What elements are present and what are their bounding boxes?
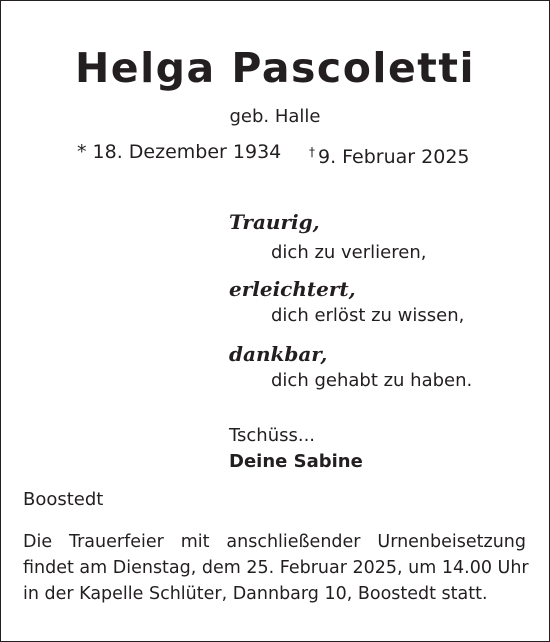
verse-line: dich gehabt zu haben.	[271, 370, 473, 391]
verse-keyword: dankbar,	[229, 342, 328, 366]
place-name: Boostedt	[23, 489, 104, 510]
death-date: 9. Februar 2025	[318, 146, 470, 168]
verse-line: dich erlöst zu wissen,	[271, 305, 465, 326]
funeral-line: findet am Dienstag, dem 25. Februar 2025, um 14.00 Uhr	[23, 558, 529, 578]
funeral-line: in der Kapelle Schlüter, Dannbarg 10, Boostedt statt.	[23, 584, 488, 604]
verse-line: dich zu verlieren,	[271, 242, 427, 263]
signature: Deine Sabine	[229, 451, 363, 472]
funeral-line: Die Trauerfeier mit anschließender Urnenbeisetzung	[23, 532, 526, 552]
birth-date: * 18. Dezember 1934	[77, 141, 282, 163]
farewell-greeting: Tschüss...	[229, 425, 316, 446]
death-date-line	[309, 140, 470, 169]
cross-icon: †	[309, 145, 315, 159]
deceased-name: Helga Pascoletti	[74, 44, 476, 92]
verse-keyword: erleichtert,	[229, 277, 356, 301]
funeral-info	[23, 529, 529, 607]
maiden-name: geb. Halle	[229, 106, 321, 127]
verse-keyword: Traurig,	[229, 210, 320, 234]
